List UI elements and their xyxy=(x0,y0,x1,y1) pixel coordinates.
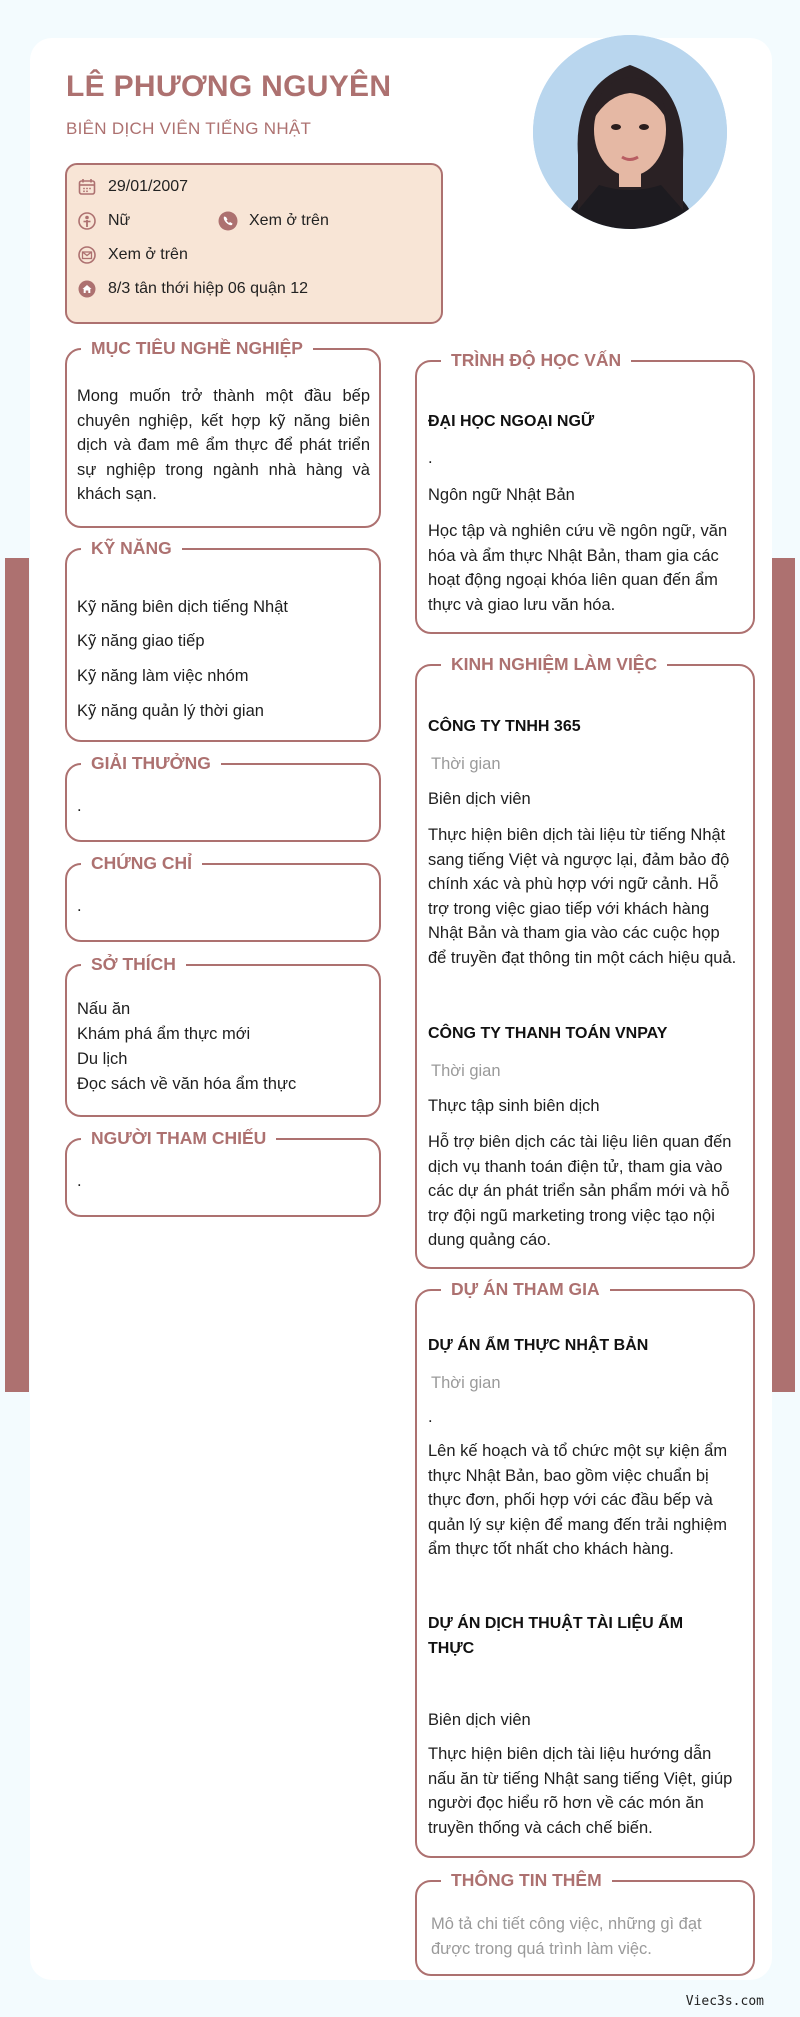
project-role: Biên dịch viên xyxy=(428,1711,531,1729)
calendar-icon xyxy=(77,177,97,197)
education-time: . xyxy=(428,449,433,467)
project-role: . xyxy=(428,1408,433,1426)
left-accent-bar xyxy=(5,558,29,1392)
objective-text: Mong muốn trở thành một đầu bếp chuyên nghiệp, kết hợp kỹ năng biên dịch và đam mê ẩm thực để phát triển sự nghiệp trong ngành nhà hàng và khách sạn. xyxy=(77,387,370,503)
project-desc: Thực hiện biên dịch tài liệu hướng dẫn nấu ăn từ tiếng Nhật sang tiếng Việt, giúp người đọc hiểu rõ hơn về các món ăn truyền thống và cách chế biến. xyxy=(428,1745,733,1837)
job-company: CÔNG TY THANH TOÁN VNPAY xyxy=(428,1025,668,1042)
skill-item: Kỹ năng quản lý thời gian xyxy=(77,702,264,720)
mail-icon xyxy=(77,245,97,265)
skills-section xyxy=(65,538,381,742)
job-position: Biên dịch viên xyxy=(428,790,531,808)
job-time: Thời gian xyxy=(431,755,501,773)
job-company: CÔNG TY TNHH 365 xyxy=(428,718,581,735)
education-section xyxy=(415,350,755,634)
email-value: Xem ở trên xyxy=(108,246,188,263)
experience-title: KINH NGHIỆM LÀM VIỆC xyxy=(441,653,667,675)
project-time: Thời gian xyxy=(431,1374,501,1392)
awards-text: . xyxy=(77,797,82,815)
objective-title: MỤC TIÊU NGHỀ NGHIỆP xyxy=(81,337,313,359)
education-title: TRÌNH ĐỘ HỌC VẤN xyxy=(441,349,631,371)
project-desc: Lên kế hoạch và tổ chức một sự kiện ẩm thực Nhật Bản, bao gồm việc chuẩn bị thực đơn, phối hợp với các đầu bếp và quản lý sự kiện để mang đến trải nghiệm ẩm thực tốt nhất cho khách hàng. xyxy=(428,1442,728,1558)
references-text: . xyxy=(77,1172,82,1190)
gender-row xyxy=(77,211,130,231)
contact-info-box xyxy=(65,163,443,324)
watermark: Viec3s.com xyxy=(685,1994,764,2009)
job-time: Thời gian xyxy=(431,1062,501,1080)
address-value: 8/3 tân thới hiệp 06 quận 12 xyxy=(108,280,308,297)
experience-section xyxy=(415,654,755,1269)
certificates-text: . xyxy=(77,897,82,915)
job-desc: Thực hiện biên dịch tài liệu từ tiếng Nhật sang tiếng Việt và ngược lại, đảm bảo độ chính xác và phù hợp với ngữ cảnh. Hỗ trợ trong việc giao tiếp với khách hàng Nhật Bản và tham gia vào các cuộc họp để truyền đạt thông tin một cách hiệu quả. xyxy=(428,826,737,967)
skill-item: Kỹ năng làm việc nhóm xyxy=(77,667,249,685)
job-desc: Hỗ trợ biên dịch các tài liệu liên quan đến dịch vụ thanh toán điện tử, tham gia vào các dự án phát triển sản phẩm mới và hỗ trợ đội ngũ marketing trong việc tạo nội dung quảng cáo. xyxy=(428,1133,732,1249)
extra-info-title: THÔNG TIN THÊM xyxy=(441,1869,612,1891)
references-section xyxy=(65,1128,381,1217)
extra-info-placeholder[interactable]: Mô tả chi tiết công việc, những gì đạt được trong quá trình làm việc. xyxy=(431,1915,702,1958)
skills-title: KỸ NĂNG xyxy=(81,537,182,559)
hobbies-section xyxy=(65,954,381,1117)
job-title: BIÊN DỊCH VIÊN TIẾNG NHẬT xyxy=(66,119,312,138)
hobby-item: Du lịch xyxy=(77,1050,128,1068)
home-icon xyxy=(77,279,97,299)
job-position: Thực tập sinh biên dịch xyxy=(428,1097,600,1115)
projects-section xyxy=(415,1279,755,1858)
objective-section xyxy=(65,338,381,528)
awards-section xyxy=(65,753,381,842)
school-name: ĐẠI HỌC NGOẠI NGỮ xyxy=(428,413,595,430)
extra-info-section xyxy=(415,1870,755,1976)
phone-value: Xem ở trên xyxy=(249,212,329,229)
project-name: DỰ ÁN ẨM THỰC NHẬT BẢN xyxy=(428,1337,649,1354)
certificates-section xyxy=(65,853,381,942)
gender-icon xyxy=(77,211,97,231)
birthday-value: 29/01/2007 xyxy=(108,178,189,195)
right-accent-bar xyxy=(771,558,795,1392)
skill-item: Kỹ năng biên dịch tiếng Nhật xyxy=(77,598,288,616)
gender-value: Nữ xyxy=(108,212,131,229)
projects-title: DỰ ÁN THAM GIA xyxy=(441,1278,610,1300)
certificates-title: CHỨNG CHỈ xyxy=(81,852,202,874)
phone-icon xyxy=(218,211,238,231)
avatar xyxy=(533,35,727,229)
project-name: DỰ ÁN DỊCH THUẬT TÀI LIỆU ẨM THỰC xyxy=(428,1615,684,1657)
email-row xyxy=(77,245,188,265)
hobbies-title: SỞ THÍCH xyxy=(81,953,186,975)
birthday-row xyxy=(77,177,188,197)
awards-title: GIẢI THƯỞNG xyxy=(81,752,221,774)
skill-item: Kỹ năng giao tiếp xyxy=(77,632,205,650)
hobby-item: Đọc sách về văn hóa ẩm thực xyxy=(77,1075,297,1093)
hobby-item: Nấu ăn xyxy=(77,1000,131,1018)
hobby-item: Khám phá ẩm thực mới xyxy=(77,1025,251,1043)
address-row xyxy=(77,279,308,299)
candidate-name: LÊ PHƯƠNG NGUYÊN xyxy=(66,70,392,103)
education-major: Ngôn ngữ Nhật Bản xyxy=(428,486,575,504)
phone-row xyxy=(218,211,329,231)
education-desc: Học tập và nghiên cứu về ngôn ngữ, văn hóa và ẩm thực Nhật Bản, tham gia các hoạt động ngoại khóa liên quan đến ẩm thực và giao lưu văn hóa. xyxy=(428,522,728,614)
references-title: NGƯỜI THAM CHIẾU xyxy=(81,1127,276,1149)
